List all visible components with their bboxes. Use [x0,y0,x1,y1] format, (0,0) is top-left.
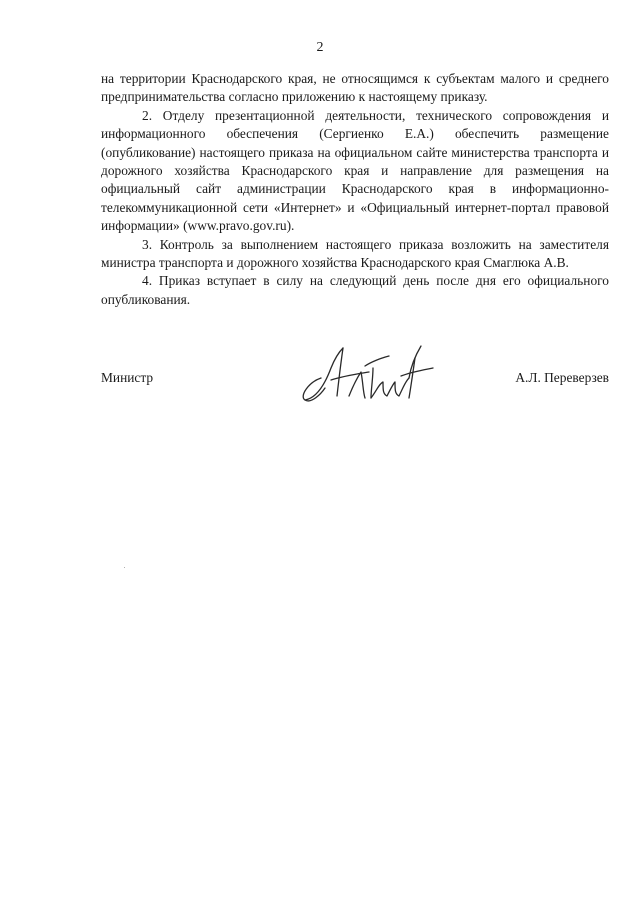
page-number: 2 [316,40,324,55]
handwritten-signature-icon [291,338,441,410]
scan-speck [124,567,125,568]
signature-block [101,360,609,420]
document-body [101,70,609,309]
signer-name: А.Л. Переверзев [515,370,609,385]
signer-title: Министр [101,370,154,385]
paragraph-item-3: 3. Контроль за выполнением настоящего приказа возложить на заместителя министра транспорта и дорожного хозяйства Краснодарского края Смаглюка А.В. [101,236,609,271]
paragraph-item-2: 2. Отделу презентационной деятельности, технического сопровождения и информационного обеспечения (Сергиенко Е.А.) обеспечить размещение (опубликование) настоящего приказа на официальном сайте министерства транспорта и дорожного хозяйства Краснодарского края и направление для размещения на официальный сайт администрации Краснодарского края в информационно-телекоммуникационной сети «Интернет» и «Официальный интернет-портал правовой информации» (www.pravo.gov.ru). [101,107,609,234]
paragraph-continuation: на территории Краснодарского края, не относящимся к субъектам малого и среднего предпринимательства согласно приложению к настоящему приказу. [101,71,609,105]
paragraph-item-4: 4. Приказ вступает в силу на следующий день после дня его официального опубликования. [101,273,609,307]
